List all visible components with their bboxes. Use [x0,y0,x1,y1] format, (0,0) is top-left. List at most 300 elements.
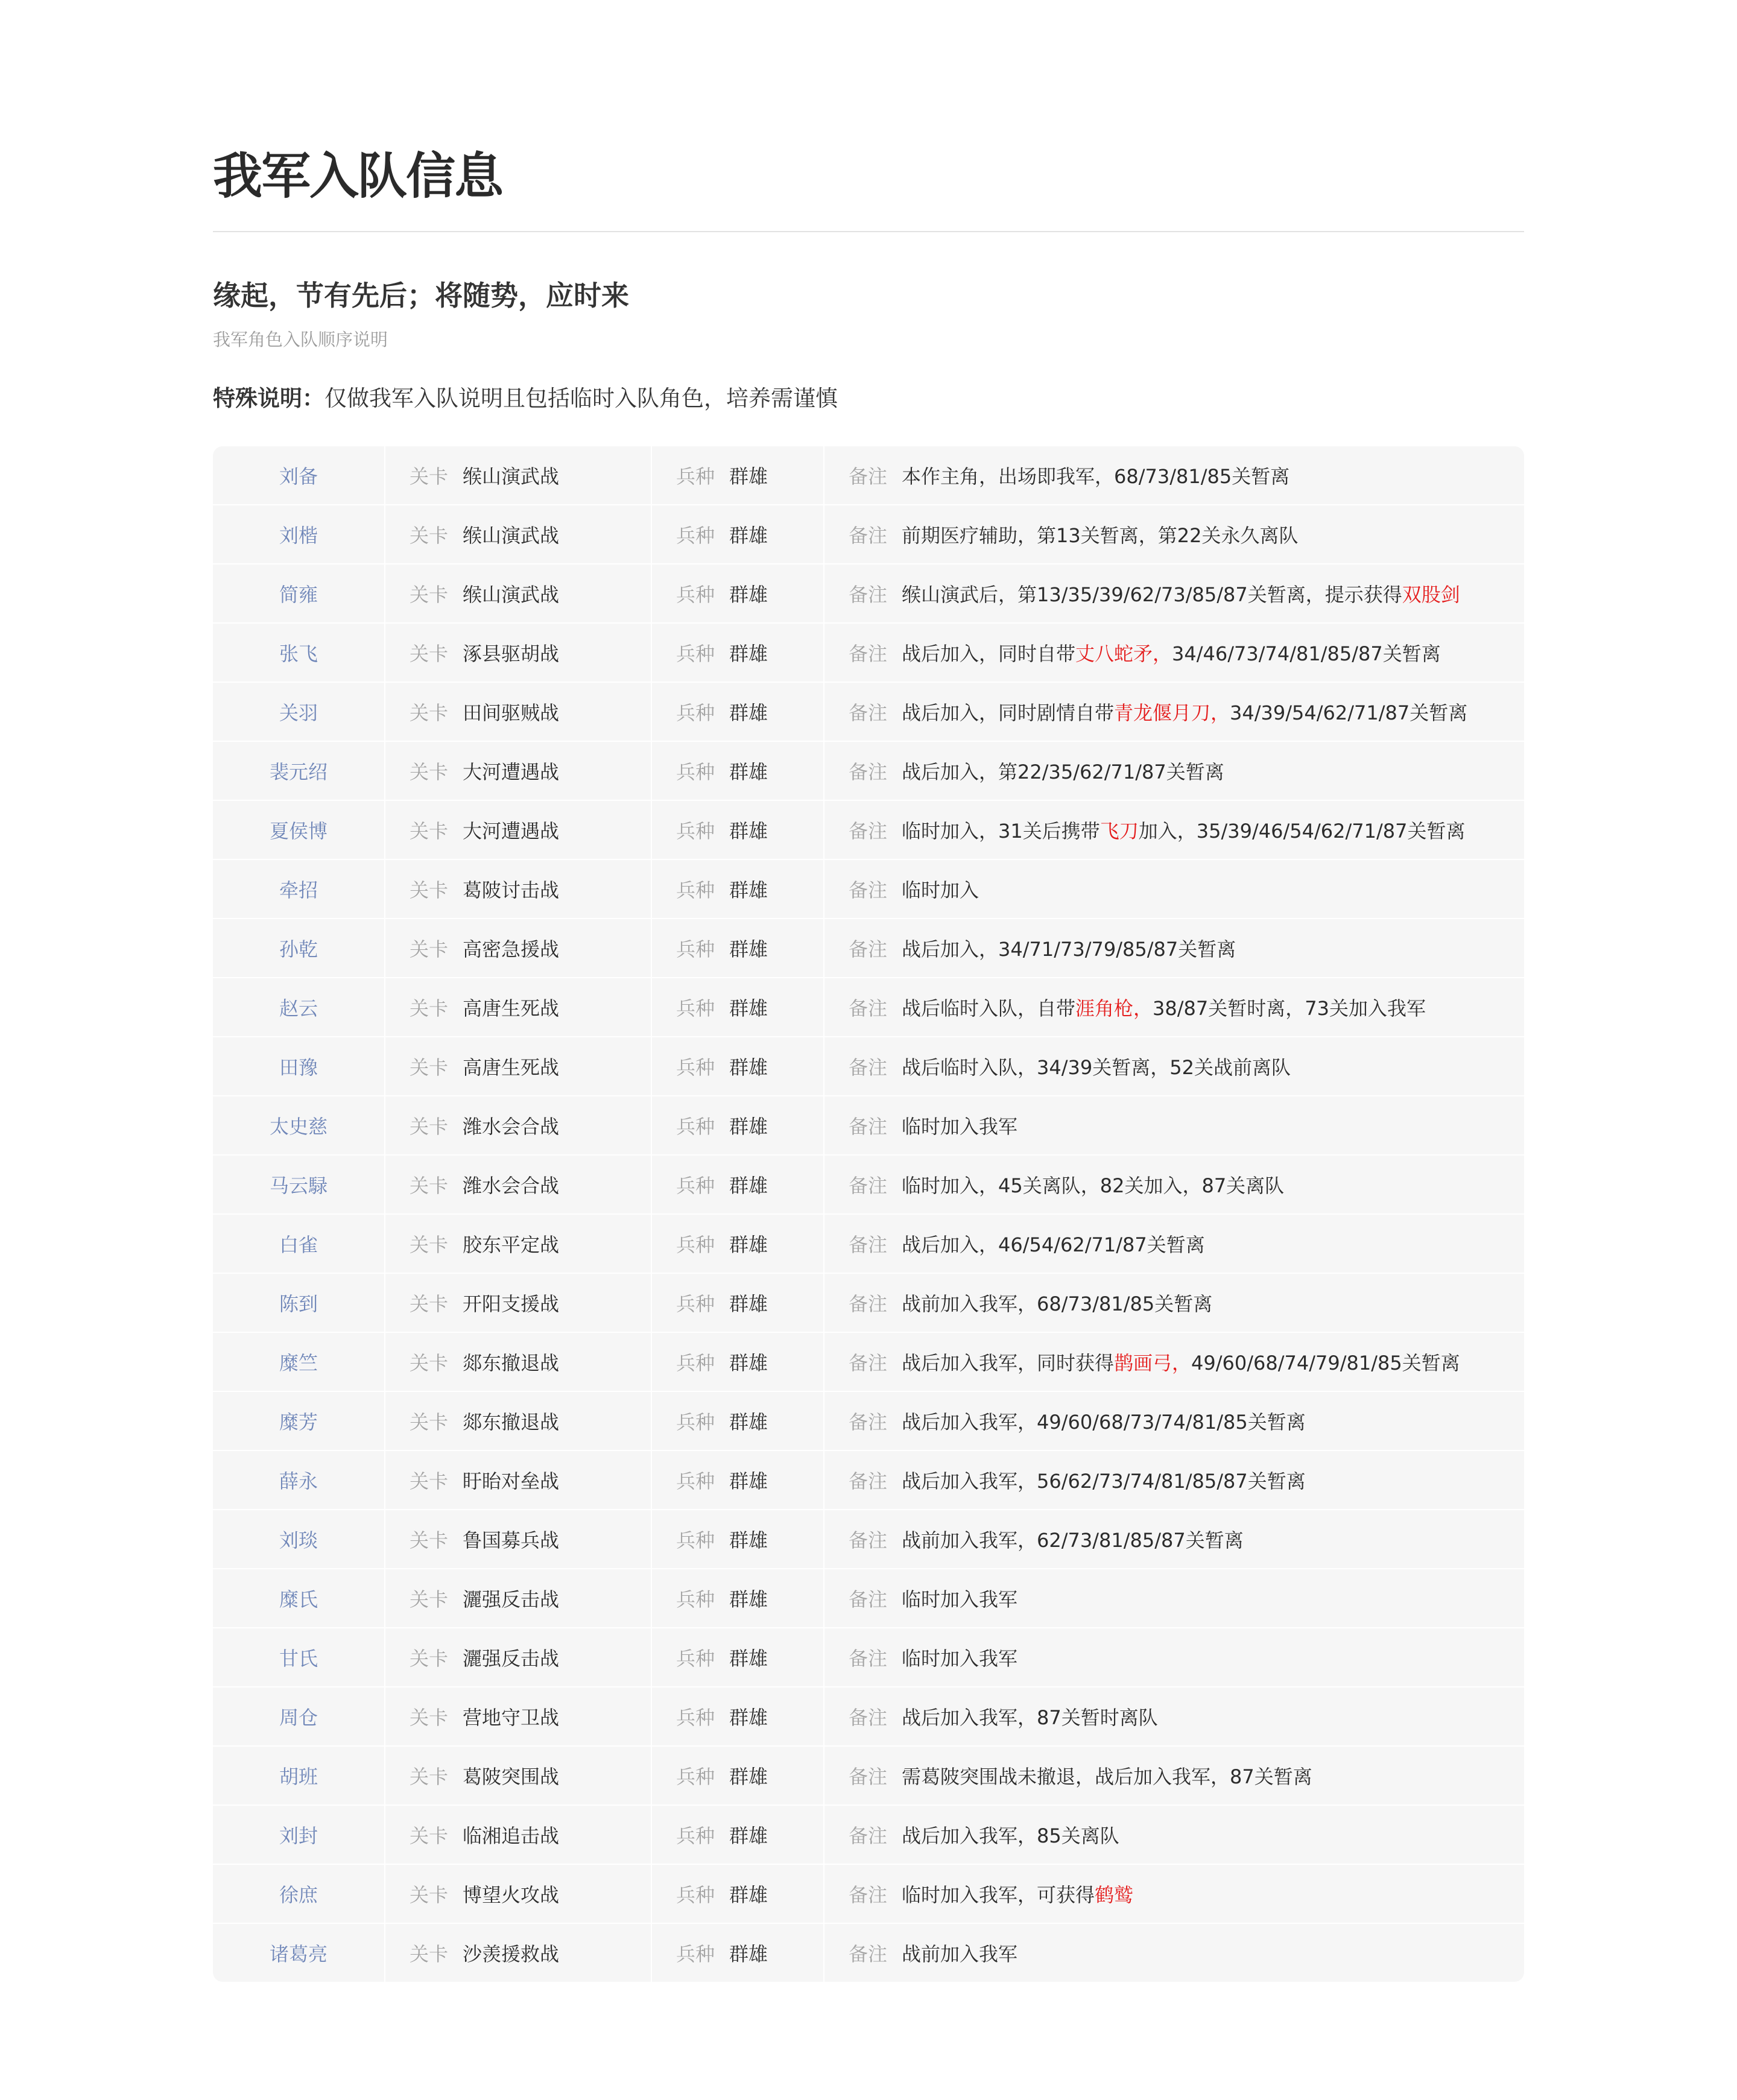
remark-label: 备注 [849,1352,888,1374]
remark-cell [823,624,1524,682]
remark-text: 临时加入我军 [902,1115,1018,1138]
unit-type-label: 兵种 [676,1233,715,1256]
stage-value: 鲁国募兵战 [463,1529,560,1552]
stage-value: 郯东撤退战 [463,1352,560,1374]
stage-cell [384,446,651,504]
unit-type-value: 群雄 [729,1706,768,1729]
remark-cell [823,1569,1524,1627]
table-row [213,1865,1524,1924]
character-name: 简雍 [279,583,318,606]
unit-type-value: 群雄 [729,1943,768,1966]
unit-type-label: 兵种 [676,642,715,665]
unit-type-label: 兵种 [676,1411,715,1434]
unit-type-cell [651,505,823,563]
remark-label: 备注 [849,701,888,724]
unit-type-cell [651,1392,823,1450]
unit-type-value: 群雄 [729,1352,768,1374]
unit-type-cell [651,624,823,682]
stage-cell [384,1274,651,1332]
remark-cell [823,1806,1524,1864]
remark-text: 战后临时入队，34/39关暂离，52关战前离队 [902,1056,1291,1079]
unit-type-cell [651,1451,823,1509]
remark-label: 备注 [849,938,888,961]
remark-value [902,461,1289,489]
unit-type-cell [651,1510,823,1568]
unit-type-label: 兵种 [676,1115,715,1138]
unit-type-cell [651,801,823,859]
section-title: 缘起，节有先后；将随势，应时来 [213,279,629,312]
stage-cell [384,1865,651,1923]
table-row [213,1510,1524,1569]
remark-label: 备注 [849,1824,888,1847]
stage-cell [384,919,651,977]
stage-cell [384,1096,651,1154]
stage-cell [384,801,651,859]
remark-label: 备注 [849,1883,888,1906]
unit-type-label: 兵种 [676,465,715,488]
remark-label: 备注 [849,1647,888,1670]
stage-label: 关卡 [410,820,449,843]
stage-cell [384,565,651,622]
unit-type-value: 群雄 [729,524,768,547]
table-row [213,446,1524,505]
remark-text: 临时加入我军 [902,1588,1018,1611]
unit-type-value: 群雄 [729,997,768,1020]
stage-label: 关卡 [410,1352,449,1374]
remark-value [902,1525,1244,1553]
stage-value: 葛陂讨击战 [463,879,560,902]
stage-cell [384,683,651,741]
table-row [213,624,1524,683]
remark-value [902,580,1460,607]
stage-value: 胶东平定战 [463,1233,560,1256]
stage-value: 潍水会合战 [463,1115,560,1138]
character-name: 诸葛亮 [269,1943,327,1966]
stage-label: 关卡 [410,1056,449,1079]
unit-type-label: 兵种 [676,1883,715,1906]
remark-value [902,1762,1312,1789]
remark-text: 临时加入，31关后携带 [902,820,1100,843]
unit-type-label: 兵种 [676,879,715,902]
remark-text: 临时加入我军，可获得 [902,1883,1095,1906]
remark-cell [823,446,1524,504]
remark-cell [823,860,1524,918]
unit-type-label: 兵种 [676,1943,715,1966]
remark-cell [823,1451,1524,1509]
unit-type-value: 群雄 [729,820,768,843]
table-row [213,860,1524,919]
remark-value [902,1407,1306,1435]
character-name: 马云騄 [269,1174,327,1197]
stage-cell [384,1215,651,1273]
remark-text: 临时加入我军 [902,1647,1018,1670]
unit-type-label: 兵种 [676,1588,715,1611]
unit-type-label: 兵种 [676,583,715,606]
character-name: 糜氏 [279,1588,318,1611]
remark-value [902,1703,1158,1730]
stage-label: 关卡 [410,1765,449,1788]
stage-value: 缑山演武战 [463,524,560,547]
stage-value: 涿县驱胡战 [463,642,560,665]
unit-type-label: 兵种 [676,1824,715,1847]
stage-cell [384,860,651,918]
stage-cell [384,1628,651,1686]
stage-value: 高唐生死战 [463,997,560,1020]
remark-label: 备注 [849,1470,888,1493]
remark-cell [823,1333,1524,1391]
unit-type-label: 兵种 [676,997,715,1020]
unit-type-cell [651,1865,823,1923]
remark-cell [823,1747,1524,1804]
unit-type-cell [651,1687,823,1745]
stage-label: 关卡 [410,701,449,724]
page-title: 我军入队信息 [213,148,503,205]
remark-cell [823,505,1524,563]
character-name: 薛永 [279,1470,318,1493]
stage-label: 关卡 [410,879,449,902]
remark-cell [823,919,1524,977]
stage-label: 关卡 [410,1706,449,1729]
remark-value [902,1052,1291,1080]
remark-text: 战后加入，第22/35/62/71/87关暂离 [902,761,1224,783]
remark-label: 备注 [849,820,888,843]
stage-value: 高唐生死战 [463,1056,560,1079]
character-name: 胡班 [279,1765,318,1788]
remark-text: 需葛陂突围战未撤退，战后加入我军，87关暂离 [902,1765,1312,1788]
unit-type-cell [651,1156,823,1213]
remark-value [902,875,979,903]
remark-value [902,1112,1017,1139]
character-name: 甘氏 [279,1647,318,1670]
character-name: 徐庶 [279,1883,318,1906]
unit-type-value: 群雄 [729,1883,768,1906]
stage-label: 关卡 [410,465,449,488]
remark-cell [823,1924,1524,1982]
remark-value [902,1171,1284,1198]
stage-cell [384,1687,651,1745]
remark-label: 备注 [849,879,888,902]
stage-label: 关卡 [410,1233,449,1256]
stage-label: 关卡 [410,1883,449,1906]
table-row [213,565,1524,624]
remark-cell [823,1037,1524,1095]
stage-cell [384,1569,651,1627]
table-row [213,1806,1524,1865]
stage-label: 关卡 [410,1529,449,1552]
unit-type-label: 兵种 [676,1352,715,1374]
stage-label: 关卡 [410,1411,449,1434]
remark-label: 备注 [849,1588,888,1611]
unit-type-value: 群雄 [729,1529,768,1552]
stage-label: 关卡 [410,1292,449,1315]
remark-text: 本作主角，出场即我军，68/73/81/85关暂离 [902,465,1290,488]
stage-cell [384,1156,651,1213]
unit-type-cell [651,1628,823,1686]
table-row [213,1274,1524,1333]
stage-cell [384,1037,651,1095]
table-row [213,1333,1524,1392]
section-subtitle: 我军角色入队顺序说明 [213,329,388,350]
remark-label: 备注 [849,1292,888,1315]
unit-type-cell [651,978,823,1036]
remark-label: 备注 [849,1706,888,1729]
remark-value [902,993,1426,1021]
unit-type-value: 群雄 [729,1588,768,1611]
remark-value [902,1643,1017,1671]
stage-cell [384,1333,651,1391]
stage-label: 关卡 [410,1943,449,1966]
unit-type-cell [651,860,823,918]
character-name: 糜竺 [279,1352,318,1374]
unit-type-label: 兵种 [676,938,715,961]
remark-label: 备注 [849,1115,888,1138]
remark-text: 战前加入我军 [902,1943,1018,1966]
special-note-label: 特殊说明： [213,385,324,411]
remark-value [902,1880,1133,1908]
remark-label: 备注 [849,1411,888,1434]
character-name: 刘琰 [279,1529,318,1552]
remark-text: 49/60/68/74/79/81/85关暂离 [1191,1352,1460,1374]
stage-value: 灑强反击战 [463,1647,560,1670]
remark-cell [823,1687,1524,1745]
remark-label: 备注 [849,642,888,665]
stage-value: 大河遭遇战 [463,761,560,783]
unit-type-value: 群雄 [729,1056,768,1079]
stage-label: 关卡 [410,583,449,606]
remark-value [902,934,1236,962]
table-row [213,1628,1524,1687]
table-row [213,1156,1524,1215]
stage-value: 潍水会合战 [463,1174,560,1197]
table-row [213,1924,1524,1982]
unit-type-value: 群雄 [729,1411,768,1434]
stage-value: 营地守卫战 [463,1706,560,1729]
unit-type-value: 群雄 [729,1233,768,1256]
unit-type-cell [651,1037,823,1095]
unit-type-cell [651,446,823,504]
remark-label: 备注 [849,583,888,606]
remark-value [902,816,1465,844]
remark-value [902,1466,1306,1494]
character-name: 刘备 [279,465,318,488]
character-name: 糜芳 [279,1411,318,1434]
unit-type-cell [651,1333,823,1391]
unit-type-value: 群雄 [729,1765,768,1788]
special-note [213,382,838,416]
remark-text: 临时加入，45关离队，82关加入，87关离队 [902,1174,1285,1197]
remark-text: 战后加入，46/54/62/71/87关暂离 [902,1233,1205,1256]
character-name: 关羽 [279,701,318,724]
stage-value: 沙羡援救战 [463,1943,560,1966]
stage-value: 盱眙对垒战 [463,1470,560,1493]
roster-table [213,446,1524,1982]
unit-type-cell [651,1747,823,1804]
stage-label: 关卡 [410,1588,449,1611]
unit-type-label: 兵种 [676,1647,715,1670]
stage-cell [384,505,651,563]
remark-text: 战后加入我军，同时获得 [902,1352,1115,1374]
stage-label: 关卡 [410,1647,449,1670]
character-name: 刘封 [279,1824,318,1847]
unit-type-cell [651,1924,823,1982]
stage-value: 开阳支援战 [463,1292,560,1315]
remark-value [902,698,1467,726]
unit-type-cell [651,565,823,622]
stage-value: 缑山演武战 [463,583,560,606]
remark-value [902,1230,1205,1257]
unit-type-value: 群雄 [729,642,768,665]
stage-label: 关卡 [410,997,449,1020]
remark-text: 战后加入我军，49/60/68/73/74/81/85关暂离 [902,1411,1306,1434]
table-row [213,1569,1524,1628]
remark-cell [823,1510,1524,1568]
table-row [213,1215,1524,1274]
stage-label: 关卡 [410,938,449,961]
remark-label: 备注 [849,1233,888,1256]
stage-label: 关卡 [410,1824,449,1847]
remark-value [902,1289,1212,1317]
remark-text: 临时加入 [902,879,979,902]
unit-type-value: 群雄 [729,465,768,488]
remark-text: 34/39/54/62/71/87关暂离 [1230,701,1468,724]
stage-cell [384,1747,651,1804]
table-row [213,1451,1524,1510]
unit-type-value: 群雄 [729,879,768,902]
remark-text: 战后加入，同时剧情自带 [902,701,1115,724]
unit-type-cell [651,919,823,977]
remark-cell [823,978,1524,1036]
unit-type-label: 兵种 [676,1292,715,1315]
remark-highlight: 鹤鹫 [1095,1883,1134,1906]
remark-highlight: 青龙偃月刀， [1114,701,1230,724]
remark-text: 战后加入我军，87关暂时离队 [902,1706,1158,1729]
remark-label: 备注 [849,1765,888,1788]
stage-label: 关卡 [410,642,449,665]
remark-highlight: 双股剑 [1402,583,1460,606]
character-name: 田豫 [279,1056,318,1079]
unit-type-cell [651,742,823,800]
stage-label: 关卡 [410,761,449,783]
remark-highlight: 鹊画弓， [1114,1352,1192,1374]
remark-text: 战后加入，34/71/73/79/85/87关暂离 [902,938,1236,961]
unit-type-label: 兵种 [676,701,715,724]
stage-value: 郯东撤退战 [463,1411,560,1434]
remark-text: 战后加入我军，85关离队 [902,1824,1119,1847]
table-row [213,1037,1524,1096]
stage-label: 关卡 [410,1470,449,1493]
unit-type-label: 兵种 [676,1529,715,1552]
unit-type-label: 兵种 [676,1056,715,1079]
remark-cell [823,742,1524,800]
stage-value: 临湘追击战 [463,1824,560,1847]
remark-text: 战前加入我军，62/73/81/85/87关暂离 [902,1529,1244,1552]
stage-label: 关卡 [410,1115,449,1138]
unit-type-label: 兵种 [676,1706,715,1729]
stage-label: 关卡 [410,1174,449,1197]
character-name: 夏侯博 [269,820,327,843]
remark-highlight: 飞刀 [1099,820,1139,843]
unit-type-label: 兵种 [676,1174,715,1197]
stage-cell [384,1510,651,1568]
table-row [213,1747,1524,1806]
character-name: 陈到 [279,1292,318,1315]
unit-type-cell [651,1806,823,1864]
stage-value: 葛陂突围战 [463,1765,560,1788]
remark-text: 前期医疗辅助，第13关暂离，第22关永久离队 [902,524,1299,547]
unit-type-value: 群雄 [729,1647,768,1670]
remark-value [902,1939,1017,1967]
remark-label: 备注 [849,761,888,783]
remark-cell [823,1392,1524,1450]
stage-value: 田间驱贼战 [463,701,560,724]
table-row [213,1392,1524,1451]
stage-value: 高密急援战 [463,938,560,961]
remark-label: 备注 [849,465,888,488]
table-row [213,742,1524,801]
unit-type-value: 群雄 [729,701,768,724]
remark-label: 备注 [849,1943,888,1966]
unit-type-cell [651,1569,823,1627]
unit-type-cell [651,1274,823,1332]
remark-label: 备注 [849,1529,888,1552]
remark-cell [823,1274,1524,1332]
remark-value [902,639,1441,666]
table-row [213,505,1524,565]
remark-text: 战后加入我军，56/62/73/74/81/85/87关暂离 [902,1470,1306,1493]
remark-cell [823,683,1524,741]
remark-text: 战前加入我军，68/73/81/85关暂离 [902,1292,1213,1315]
character-name: 白雀 [279,1233,318,1256]
unit-type-cell [651,683,823,741]
unit-type-value: 群雄 [729,1292,768,1315]
table-row [213,919,1524,978]
unit-type-value: 群雄 [729,583,768,606]
table-row [213,1687,1524,1747]
stage-cell [384,978,651,1036]
stage-label: 关卡 [410,524,449,547]
remark-cell [823,565,1524,622]
special-note-text: 仅做我军入队说明且包括临时入队角色，培养需谨慎 [324,385,838,411]
character-name: 赵云 [279,997,318,1020]
character-name: 太史慈 [269,1115,327,1138]
remark-value [902,757,1224,785]
unit-type-label: 兵种 [676,820,715,843]
stage-cell [384,742,651,800]
character-name: 周仓 [279,1706,318,1729]
remark-highlight: 涯角枪， [1075,997,1153,1020]
remark-cell [823,1865,1524,1923]
remark-value [902,520,1298,548]
stage-value: 灑强反击战 [463,1588,560,1611]
table-row [213,683,1524,742]
unit-type-label: 兵种 [676,1470,715,1493]
remark-text: 缑山演武后，第13/35/39/62/73/85/87关暂离，提示获得 [902,583,1402,606]
unit-type-value: 群雄 [729,1115,768,1138]
stage-cell [384,1924,651,1982]
title-divider [213,231,1524,232]
stage-cell [384,1806,651,1864]
remark-value [902,1584,1017,1612]
remark-cell [823,801,1524,859]
remark-text: 战后临时入队，自带 [902,997,1076,1020]
table-row [213,978,1524,1037]
remark-value [902,1821,1119,1849]
remark-label: 备注 [849,524,888,547]
remark-highlight: 丈八蛇矛， [1075,642,1172,665]
remark-cell [823,1096,1524,1154]
unit-type-cell [651,1215,823,1273]
stage-cell [384,624,651,682]
